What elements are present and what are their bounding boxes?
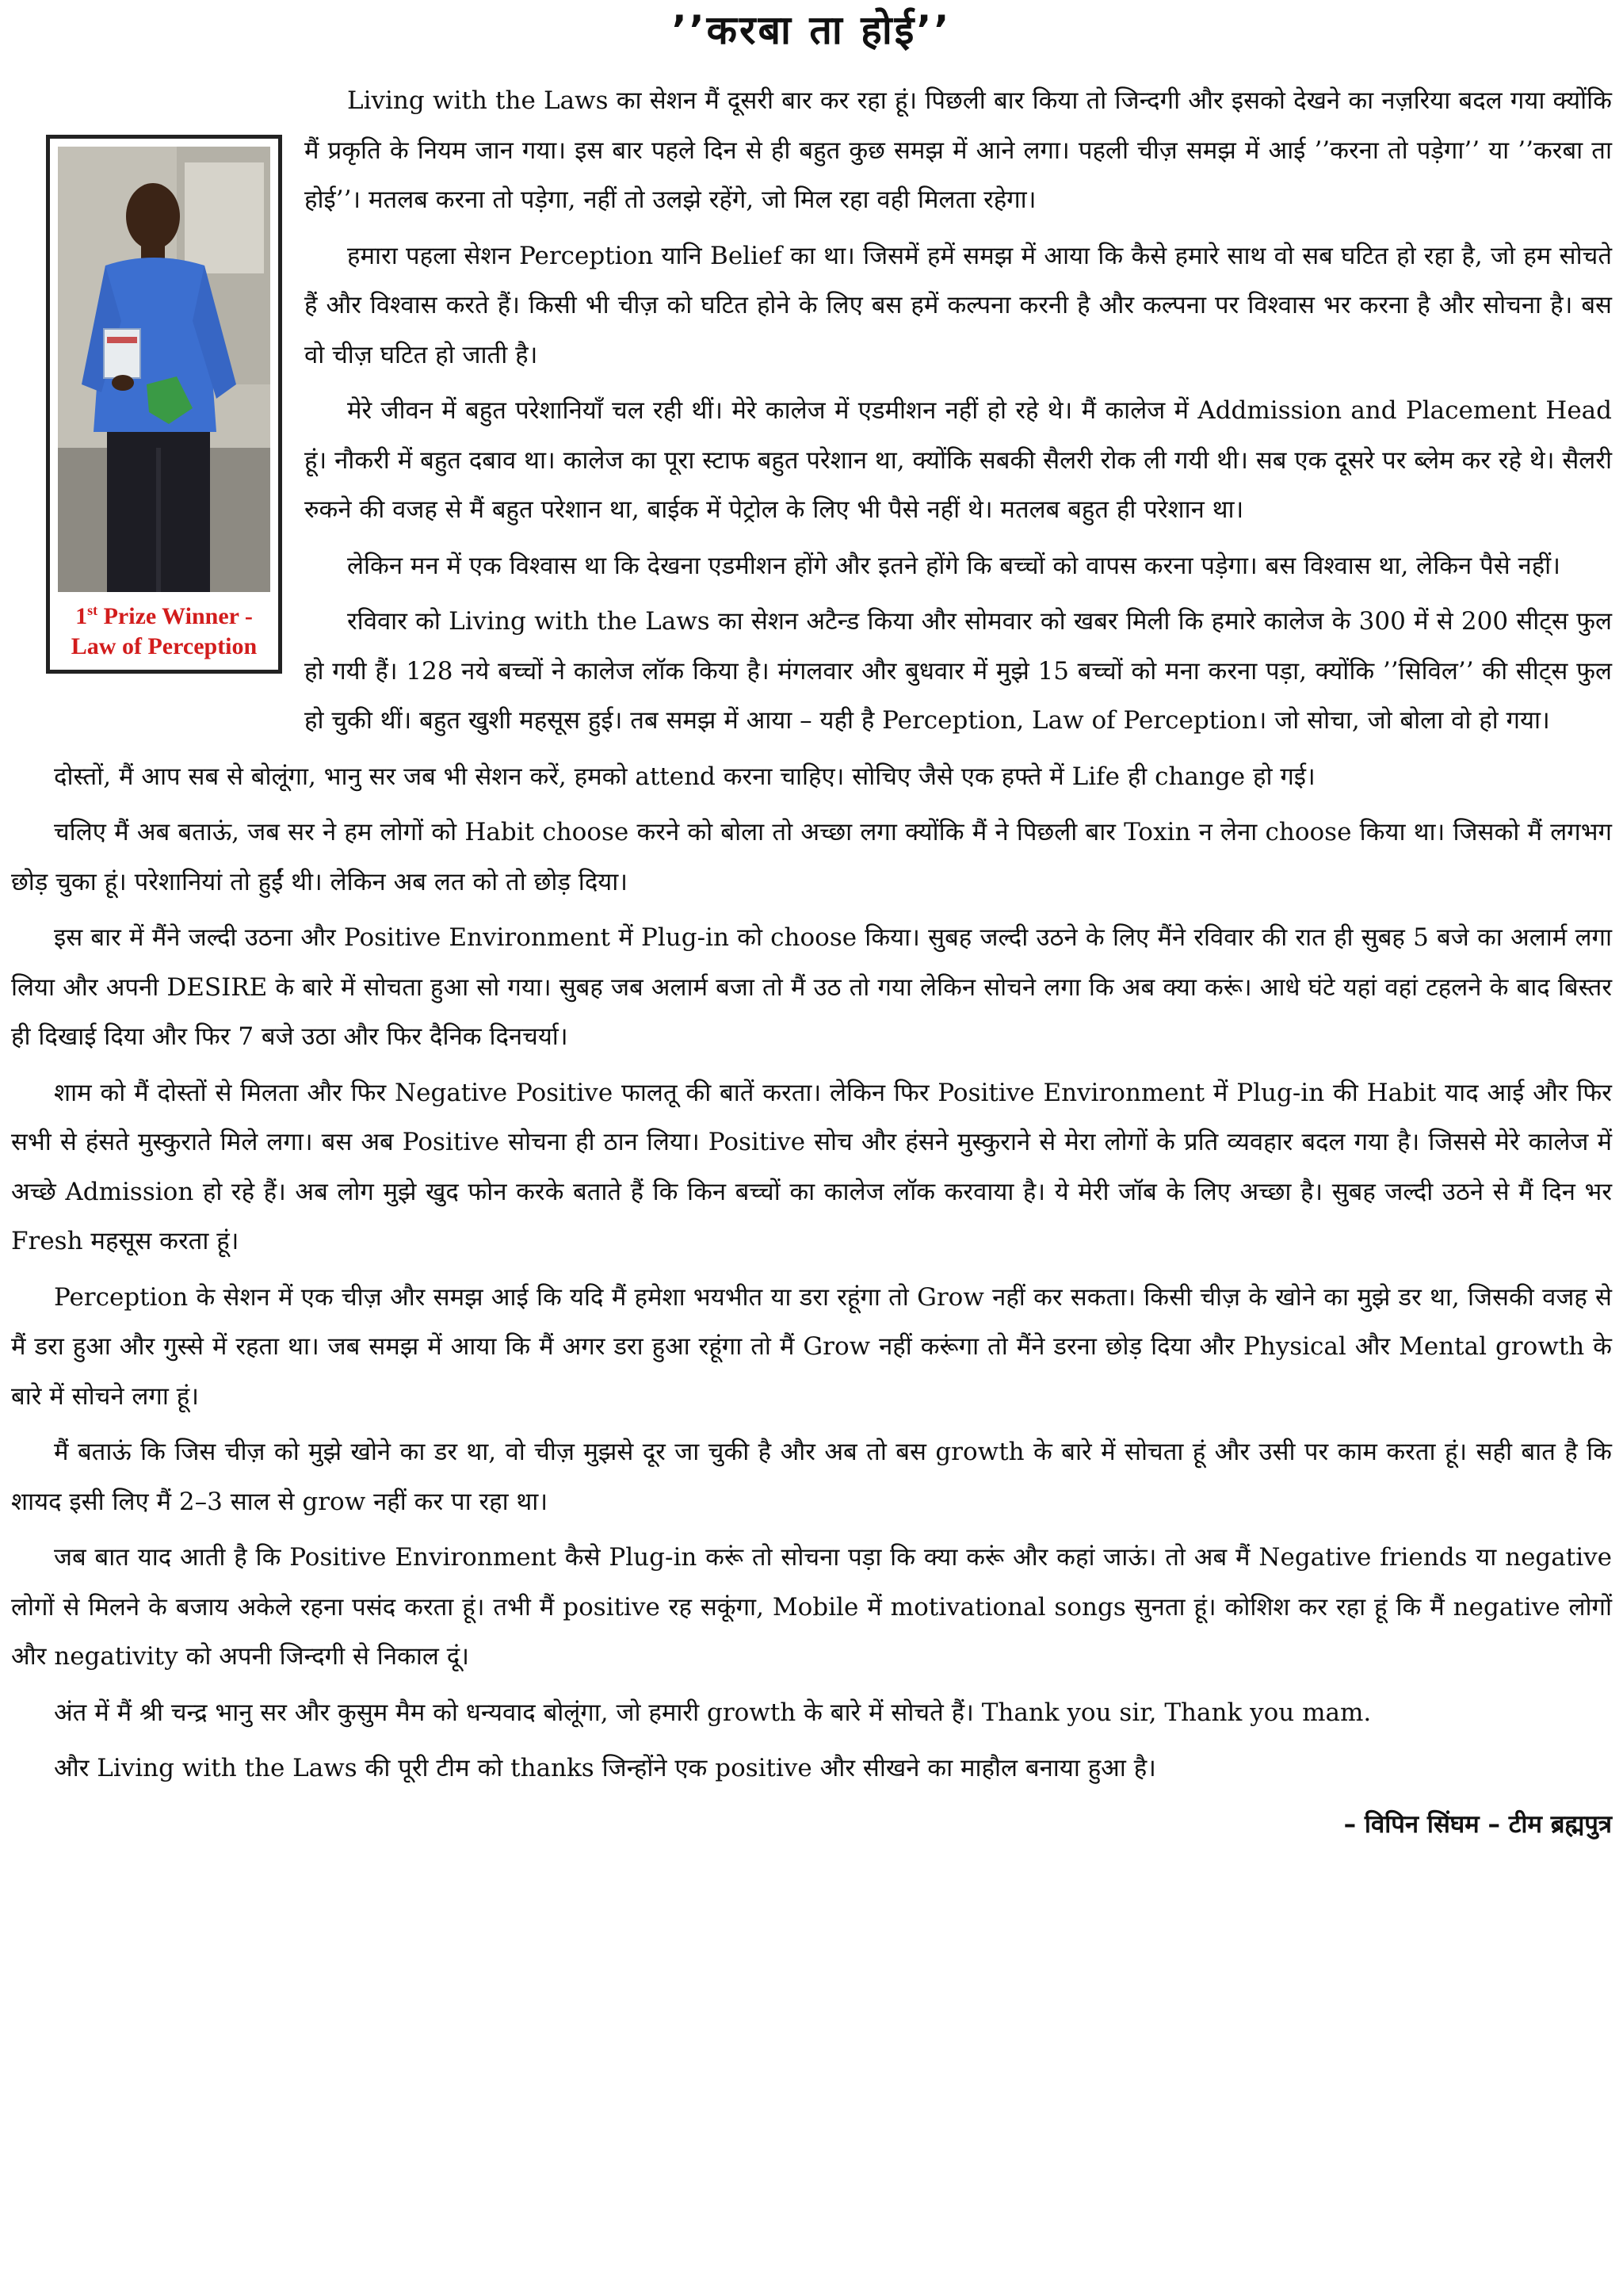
paragraph: Living with the Laws का सेशन मैं दूसरी बार कर रहा हूं। पिछली बार किया तो जिन्दगी और इसको देखने का नज़रिया बदल गया क्योंकि मैं प्रकृति के नियम जान गया। इस बार पहले दिन से ही बहुत कुछ समझ में आने लगा। पहली चीज़ समझ में आई ’’करना तो पड़ेगा’’ या ’’करबा ता होई’’। मतलब करना तो पड़ेगा, नहीं तो उलझे रहेंगे, जो मिल रहा वही मिलता रहेगा। xyxy=(304,86,1612,214)
paragraph: दोस्तों, मैं आप सब से बोलूंगा, भानु सर जब भी सेशन करें, हमको attend करना चाहिए। सोचिए जैसे एक हफ्ते में Life ही change हो गई। xyxy=(54,762,1316,791)
caption-rank: 1 xyxy=(75,603,88,629)
paragraph: हमारा पहला सेशन Perception यानि Belief का था। जिसमें हमें समझ में आया कि कैसे हमारे साथ वो सब घटित हो रहा है, जो हम सोचते हैं और विश्वास करते हैं। किसी भी चीज़ को घटित होने के लिए बस हमें कल्पना करनी है और कल्पना पर विश्वास भर करना है और सोचना है। बस वो चीज़ घटित हो जाती है। xyxy=(304,241,1612,369)
caption-line-1: Prize Winner - xyxy=(97,603,253,629)
paragraph: Perception के सेशन में एक चीज़ और समझ आई कि यदि मैं हमेशा भयभीत या डरा रहूंगा तो Grow नहीं कर सकता। किसी चीज़ के खोने का मुझे डर था, जिसकी वजह से मैं डरा हुआ और गुस्से में रहता था। जब समझ में आया कि मैं अगर डरा हुआ रहूंगा तो मैं Grow नहीं करूंगा तो मैंने डरना छोड़ दिया और Physical और Mental growth के बारे में सोचने लगा हूं। xyxy=(11,1282,1612,1411)
paragraph: अंत में मैं श्री चन्द्र भानु सर और कुसुम मैम को धन्यवाद बोलूंगा, जो हमारी growth के बारे में सोचते हैं। Thank you sir, Thank you mam. xyxy=(54,1698,1372,1727)
paragraph: लेकिन मन में एक विश्वास था कि देखना एडमीशन होंगे और इतने होंगे कि बच्चों को वापस करना पड़ेगा। बस विश्वास था, लेकिन पैसे नहीं। xyxy=(347,551,1560,580)
paragraph: और Living with the Laws की पूरी टीम को thanks जिन्होंने एक positive और सीखने का माहौल बनाया हुआ है। xyxy=(54,1754,1156,1782)
page-title: ’’करबा ता होई’’ xyxy=(671,7,952,53)
paragraph: रविवार को Living with the Laws का सेशन अटैन्ड किया और सोमवार को खबर मिली कि हमारे कालेज के 300 में से 200 सीट्स फुल हो गयी हैं। 128 नये बच्चों ने कालेज लॉक किया है। मंगलवार और बुधवार में मुझे 15 बच्चों को मना करना पड़ा, क्योंकि ’’सिविल’’ की सीट्स फुल हो चुकी थीं। बहुत खुशी महसूस हुई। तब समझ में आया – यही है Perception, Law of Perception। जो सोचा, जो बोला वो हो गया। xyxy=(304,607,1612,735)
paragraph: जब बात याद आती है कि Positive Environment कैसे Plug-in करूं तो सोचना पड़ा कि क्या करूं और कहां जाऊं। तो अब मैं Negative friends या negative लोगों से मिलने के बजाय अकेले रहना पसंद करता हूं। तभी मैं positive रह सकूंगा, Mobile में motivational songs सुनता हूं। कोशिश कर रहा हूं कि मैं negative लोगों और negativity को अपनी जिन्दगी से निकाल दूं। xyxy=(11,1543,1612,1671)
author-signature: – विपिन सिंघम – टीम ब्रह्मपुत्र xyxy=(1343,1809,1612,1839)
article-body xyxy=(11,76,1612,1855)
caption-ordinal: st xyxy=(87,602,98,618)
caption-line-2: Law of Perception xyxy=(71,633,258,659)
paragraph: मेरे जीवन में बहुत परेशानियाँ चल रही थीं। मेरे कालेज में एडमीशन नहीं हो रहे थे। मैं कालेज में Addmission and Placement Head हूं। नौकरी में बहुत दबाव था। कालेज का पूरा स्टाफ बहुत परेशान था, क्योंकि सबकी सैलरी रोक ली गयी थी। सब एक दूसरे पर ब्लेम कर रहे थे। सैलरी रुकने की वजह से मैं बहुत परेशान था, बाईक में पेट्रोल के लिए भी पैसे नहीं थे। मतलब बहुत ही परेशान था। xyxy=(304,396,1612,524)
photo-wrap-spacer xyxy=(11,125,304,743)
paragraph: शाम को मैं दोस्तों से मिलता और फिर Negative Positive फालतू की बातें करता। लेकिन फिर Positive Environment में Plug-in की Habit याद आई और फिर सभी से हंसते मुस्कुराते मिले लगा। बस अब Positive सोचना ही ठान लिया। Positive सोच और हंसने मुस्कुराने से मेरा लोगों के प्रति व्यवहार बदल गया है। जिससे मेरे कालेज में अच्छे Admission हो रहे हैं। अब लोग मुझे खुद फोन करके बताते हैं कि किन बच्चों का कालेज लॉक करवाया है। ये मेरी जॉब के लिए अच्छा है। सुबह जल्दी उठने से मैं दिन भर Fresh महसूस करता हूं। xyxy=(11,1078,1612,1255)
paragraph: चलिए मैं अब बताऊं, जब सर ने हम लोगों को Habit choose करने को बोला तो अच्छा लगा क्योंकि मैं ने पिछली बार Toxin न लेना choose किया था। जिसको मैं लगभग छोड़ चुका हूं। परेशानियां तो हुईं थी। लेकिन अब लत को तो छोड़ दिया। xyxy=(11,818,1612,896)
paragraph: इस बार में मैंने जल्दी उठना और Positive Environment में Plug-in को choose किया। सुबह जल्दी उठने के लिए मैंने रविवार की रात ही सुबह 5 बजे का अलार्म लगा लिया और अपनी DESIRE के बारे में सोचता हुआ सो गया। सुबह जब अलार्म बजा तो मैं उठ तो गया लेकिन सोचने लगा कि अब क्या करूं। आधे घंटे यहां वहां टहलने के बाद बिस्तर ही दिखाई दिया और फिर 7 बजे उठा और फिर दैनिक दिनचर्या। xyxy=(11,923,1612,1051)
paragraph: मैं बताऊं कि जिस चीज़ को मुझे खोने का डर था, वो चीज़ मुझसे दूर जा चुकी है और अब तो बस growth के बारे में सोचता हूं और उसी पर काम करता हूं। सही बात है कि शायद इसी लिए मैं 2–3 साल से grow नहीं कर पा रहा था। xyxy=(11,1438,1612,1516)
